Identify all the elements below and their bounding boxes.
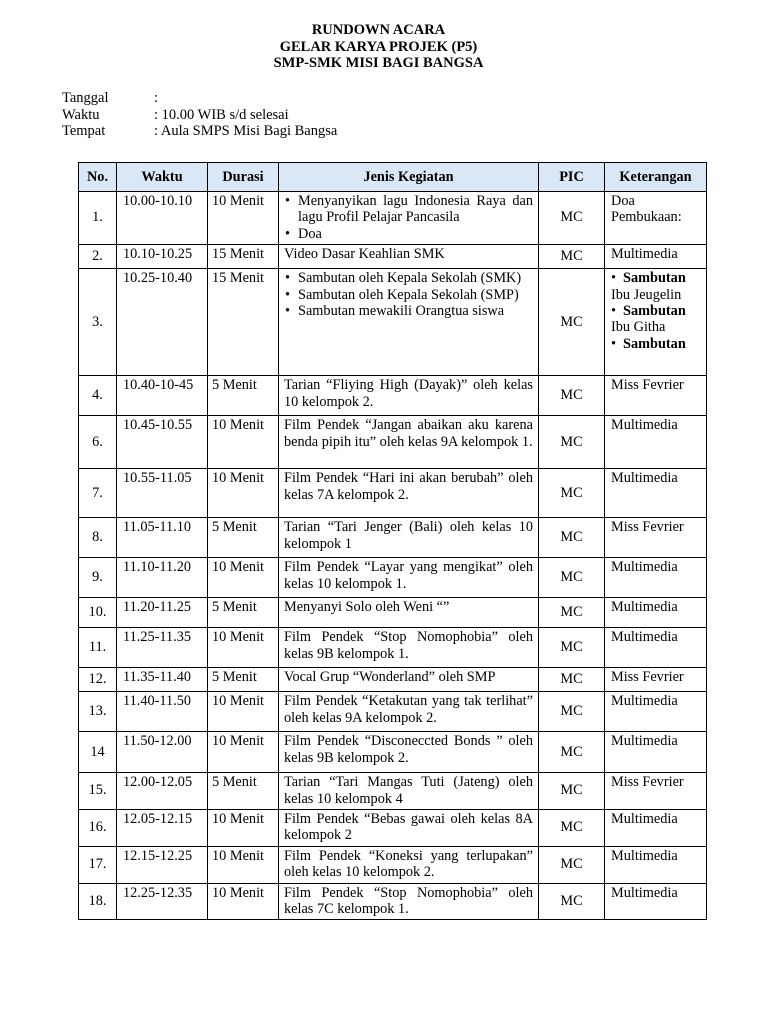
cell-no: 10. xyxy=(79,598,117,628)
cell-no: 1. xyxy=(79,192,117,245)
cell-waktu: 11.05-11.10 xyxy=(117,518,208,558)
title-line-3: SMP-SMK MISI BAGI BANGSA xyxy=(273,55,484,71)
cell-waktu: 12.25-12.35 xyxy=(117,883,208,920)
cell-keterangan: Multimedia xyxy=(605,810,707,847)
bullet-icon: • xyxy=(285,303,291,320)
table-row xyxy=(79,598,707,628)
cell-keterangan: Miss Fevrier xyxy=(605,773,707,810)
table-row xyxy=(79,245,707,269)
cell-kegiatan: Film Pendek “Ketakutan yang tak terlihat” oleh kelas 9A kelompok 2. xyxy=(279,692,539,732)
cell-durasi: 10 Menit xyxy=(208,810,279,847)
cell-durasi: 10 Menit xyxy=(208,416,279,469)
info-label: Tanggal xyxy=(62,90,109,106)
info-label: Waktu xyxy=(62,106,100,123)
table-row xyxy=(79,846,707,883)
cell-pic: MC xyxy=(539,883,605,920)
cell-waktu: 10.25-10.40 xyxy=(117,269,208,376)
keterangan-item xyxy=(611,270,703,303)
cell-keterangan: Multimedia xyxy=(605,732,707,773)
cell-no: 15. xyxy=(79,773,117,810)
cell-kegiatan: Film Pendek “Stop Nomophobia” oleh kelas 7C kelompok 1. xyxy=(279,883,539,920)
bullet-icon: • xyxy=(611,270,617,287)
cell-waktu: 10.45-10.55 xyxy=(117,416,208,469)
cell-durasi: 5 Menit xyxy=(208,773,279,810)
cell-waktu: 11.10-11.20 xyxy=(117,558,208,598)
info-row-tempat xyxy=(62,123,337,140)
kegiatan-bullet-text: Sambutan oleh Kepala Sekolah (SMK) xyxy=(298,270,522,287)
cell-pic: MC xyxy=(539,773,605,810)
cell-durasi: 10 Menit xyxy=(208,732,279,773)
header-durasi: Durasi xyxy=(208,163,279,192)
cell-keterangan: Miss Fevrier xyxy=(605,518,707,558)
bullet-icon: • xyxy=(611,303,617,320)
table-row xyxy=(79,192,707,245)
cell-waktu: 12.05-12.15 xyxy=(117,810,208,847)
cell-pic: MC xyxy=(539,469,605,518)
cell-kegiatan: Tarian “Tari Mangas Tuti (Jateng) oleh kelas 10 kelompok 4 xyxy=(279,773,539,810)
kegiatan-bullet-item xyxy=(284,270,533,286)
info-value: : Aula SMPS Misi Bagi Bangsa xyxy=(154,123,338,139)
cell-pic: MC xyxy=(539,668,605,692)
cell-pic: MC xyxy=(539,376,605,416)
keterangan-bold-text: Sambutan xyxy=(623,303,686,320)
cell-pic: MC xyxy=(539,416,605,469)
table-row xyxy=(79,558,707,598)
keterangan-item xyxy=(611,336,703,352)
kegiatan-bullet-text: Sambutan mewakili Orangtua siswa xyxy=(298,303,505,320)
header-jenis-kegiatan: Jenis Kegiatan xyxy=(279,163,539,192)
cell-durasi: 10 Menit xyxy=(208,846,279,883)
cell-pic: MC xyxy=(539,692,605,732)
cell-no: 12. xyxy=(79,668,117,692)
cell-kegiatan: Tarian “Fliying High (Dayak)” oleh kelas 10 kelompok 2. xyxy=(279,376,539,416)
cell-waktu: 10.40-10-45 xyxy=(117,376,208,416)
cell-keterangan: Miss Fevrier xyxy=(605,668,707,692)
info-value: : 10.00 WIB s/d selesai xyxy=(154,106,289,123)
cell-durasi: 10 Menit xyxy=(208,192,279,245)
table-row xyxy=(79,773,707,810)
cell-durasi: 10 Menit xyxy=(208,469,279,518)
cell-no: 18. xyxy=(79,883,117,920)
cell-pic: MC xyxy=(539,192,605,245)
cell-keterangan: Multimedia xyxy=(605,558,707,598)
cell-no: 9. xyxy=(79,558,117,598)
cell-no: 16. xyxy=(79,810,117,847)
cell-kegiatan: Film Pendek “Disconeccted Bonds ” oleh kelas 9B kelompok 2. xyxy=(279,732,539,773)
cell-no: 8. xyxy=(79,518,117,558)
cell-keterangan: Multimedia xyxy=(605,245,707,269)
cell-keterangan: Multimedia xyxy=(605,416,707,469)
rundown-table xyxy=(78,162,707,920)
kegiatan-bullet-text: Menyanyikan lagu Indonesia Raya dan lagu Profil Pelajar Pancasila xyxy=(298,193,533,226)
cell-no: 13. xyxy=(79,692,117,732)
table-row xyxy=(79,692,707,732)
cell-waktu: 10.55-11.05 xyxy=(117,469,208,518)
cell-kegiatan: Film Pendek “Bebas gawai oleh kelas 8A kelompok 2 xyxy=(279,810,539,847)
cell-keterangan: Multimedia xyxy=(605,883,707,920)
cell-no: 2. xyxy=(79,245,117,269)
kegiatan-bullet-text: Sambutan oleh Kepala Sekolah (SMP) xyxy=(298,286,519,303)
table-row xyxy=(79,469,707,518)
table-row xyxy=(79,810,707,847)
cell-kegiatan: Vocal Grup “Wonderland” oleh SMP xyxy=(279,668,539,692)
cell-pic: MC xyxy=(539,598,605,628)
keterangan-item xyxy=(611,303,703,336)
cell-keterangan: Multimedia xyxy=(605,469,707,518)
cell-pic: MC xyxy=(539,846,605,883)
cell-kegiatan: Film Pendek “Jangan abaikan aku karena benda pipih itu” oleh kelas 9A kelompok 1. xyxy=(279,416,539,469)
cell-waktu: 11.20-11.25 xyxy=(117,598,208,628)
cell-durasi: 5 Menit xyxy=(208,668,279,692)
keterangan-bold-text: Sambutan xyxy=(623,270,686,287)
table-row xyxy=(79,416,707,469)
cell-keterangan: Multimedia xyxy=(605,692,707,732)
cell-pic: MC xyxy=(539,732,605,773)
cell-pic: MC xyxy=(539,810,605,847)
cell-pic: MC xyxy=(539,628,605,668)
bullet-icon: • xyxy=(285,225,291,242)
title-line-1: RUNDOWN ACARA xyxy=(311,22,446,38)
cell-no: 17. xyxy=(79,846,117,883)
cell-keterangan xyxy=(605,269,707,376)
cell-durasi: 10 Menit xyxy=(208,883,279,920)
cell-keterangan: Multimedia xyxy=(605,598,707,628)
cell-waktu: 11.35-11.40 xyxy=(117,668,208,692)
cell-kegiatan: Film Pendek “Stop Nomophobia” oleh kelas 9B kelompok 1. xyxy=(279,628,539,668)
cell-no: 11. xyxy=(79,628,117,668)
bullet-icon: • xyxy=(285,270,291,287)
cell-no: 6. xyxy=(79,416,117,469)
keterangan-name-text: Ibu Jeugelin xyxy=(611,286,682,303)
header-pic: PIC xyxy=(539,163,605,192)
cell-no: 3. xyxy=(79,269,117,376)
cell-pic: MC xyxy=(539,518,605,558)
kegiatan-bullet-item xyxy=(284,287,533,303)
cell-durasi: 10 Menit xyxy=(208,692,279,732)
table-row xyxy=(79,883,707,920)
cell-durasi: 5 Menit xyxy=(208,518,279,558)
header-waktu: Waktu xyxy=(117,163,208,192)
cell-keterangan: Multimedia xyxy=(605,628,707,668)
kegiatan-bullet-item xyxy=(284,303,533,319)
cell-keterangan: Miss Fevrier xyxy=(605,376,707,416)
cell-durasi: 15 Menit xyxy=(208,269,279,376)
cell-kegiatan: Film Pendek “Layar yang mengikat” oleh kelas 10 kelompok 1. xyxy=(279,558,539,598)
bullet-icon: • xyxy=(285,193,291,209)
cell-durasi: 10 Menit xyxy=(208,558,279,598)
info-value: : xyxy=(154,90,159,106)
cell-kegiatan xyxy=(279,192,539,245)
event-info xyxy=(62,90,337,140)
table-row xyxy=(79,628,707,668)
cell-durasi: 15 Menit xyxy=(208,245,279,269)
cell-kegiatan: Tarian “Tari Jenger (Bali) oleh kelas 10 kelompok 1 xyxy=(279,518,539,558)
cell-durasi: 5 Menit xyxy=(208,598,279,628)
header-keterangan: Keterangan xyxy=(605,163,707,192)
cell-kegiatan: Film Pendek “Hari ini akan berubah” oleh kelas 7A kelompok 2. xyxy=(279,469,539,518)
cell-keterangan: Doa Pembukaan: xyxy=(605,192,707,245)
table-row xyxy=(79,732,707,773)
cell-no: 14 xyxy=(79,732,117,773)
cell-pic: MC xyxy=(539,269,605,376)
cell-waktu: 11.50-12.00 xyxy=(117,732,208,773)
cell-waktu: 11.40-11.50 xyxy=(117,692,208,732)
info-row-waktu xyxy=(62,107,337,124)
document-title xyxy=(0,22,757,72)
keterangan-bold-text: Sambutan xyxy=(623,335,686,352)
cell-waktu: 12.15-12.25 xyxy=(117,846,208,883)
kegiatan-bullet-text: Doa xyxy=(298,225,322,242)
cell-kegiatan: Video Dasar Keahlian SMK xyxy=(279,245,539,269)
cell-durasi: 5 Menit xyxy=(208,376,279,416)
header-no: No. xyxy=(79,163,117,192)
cell-pic: MC xyxy=(539,245,605,269)
cell-waktu: 12.00-12.05 xyxy=(117,773,208,810)
info-row-tanggal xyxy=(62,90,337,107)
cell-durasi: 10 Menit xyxy=(208,628,279,668)
info-label: Tempat xyxy=(62,123,106,139)
cell-pic: MC xyxy=(539,558,605,598)
kegiatan-bullet-item xyxy=(284,193,533,226)
title-line-2: GELAR KARYA PROJEK (P5) xyxy=(279,38,478,55)
cell-kegiatan xyxy=(279,269,539,376)
table-body xyxy=(79,192,707,920)
table-header-row xyxy=(79,163,707,192)
cell-no: 4. xyxy=(79,376,117,416)
cell-kegiatan: Menyanyi Solo oleh Weni “” xyxy=(279,598,539,628)
table-row xyxy=(79,376,707,416)
keterangan-name-text: Ibu Githa xyxy=(611,319,666,336)
cell-no: 7. xyxy=(79,469,117,518)
bullet-icon: • xyxy=(611,335,617,352)
table-row xyxy=(79,668,707,692)
cell-keterangan: Multimedia xyxy=(605,846,707,883)
cell-waktu: 11.25-11.35 xyxy=(117,628,208,668)
table-row xyxy=(79,269,707,376)
cell-kegiatan: Film Pendek “Koneksi yang terlupakan” oleh kelas 10 kelompok 2. xyxy=(279,846,539,883)
cell-waktu: 10.00-10.10 xyxy=(117,192,208,245)
bullet-icon: • xyxy=(285,286,291,303)
table-row xyxy=(79,518,707,558)
cell-waktu: 10.10-10.25 xyxy=(117,245,208,269)
kegiatan-bullet-item xyxy=(284,226,533,242)
